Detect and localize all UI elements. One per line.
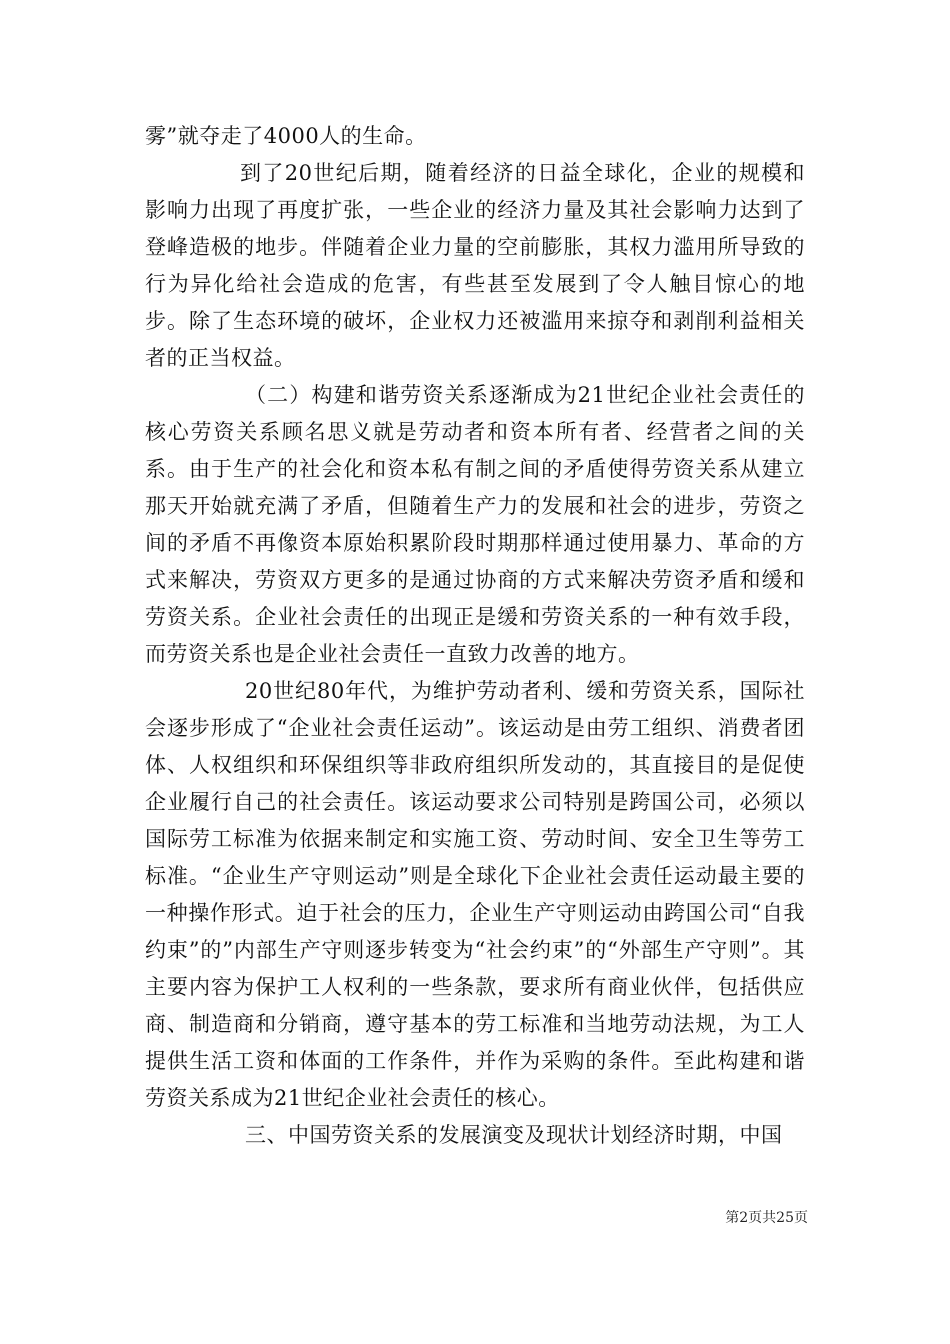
paragraph-labor-relations: （二）构建和谐劳资关系逐渐成为21世纪企业社会责任的核心劳资关系顾名思义就是劳动者和资本所有者、经营者之间的关系。由于生产的社会化和资本私有制之间的矛盾使得劳资关系从建立那天开始就充满了矛盾，但随着生产力的发展和社会的进步，劳资之间的矛盾不再像资本原始积累阶段时期那样通过使用暴力、革命的方式来解决，劳资双方更多的是通过协商的方式来解决劳资矛盾和缓和劳资关系。企业社会责任的出现正是缓和劳资关系的一种有效手段，而劳资关系也是企业社会责任一直致力改善的地方。 [145, 383, 805, 666]
paragraph-continuation: 雾”就夺走了4000人的生命。 [145, 124, 427, 148]
paragraph-globalization: 到了20世纪后期，随着经济的日益全球化，企业的规模和影响力出现了再度扩张，一些企业的经济力量及其社会影响力达到了登峰造极的地步。伴随着企业力量的空前膨胀，其权力滥用所导致的行为异化给社会造成的危害，有些甚至发展到了令人触目惊心的地步。除了生态环境的破坏，企业权力还被滥用来掠夺和剥削利益相关者的正当权益。 [145, 161, 805, 370]
page-number-footer: 第2页共25页 [725, 1210, 808, 1226]
paragraph-section-three: 三、中国劳资关系的发展演变及现状计划经济时期，中国 [245, 1123, 783, 1147]
body-text [145, 118, 805, 1154]
paragraph-csr-movement: 20世纪80年代，为维护劳动者利、缓和劳资关系，国际社会逐步形成了“企业社会责任运动”。该运动是由劳工组织、消费者团体、人权组织和环保组织等非政府组织所发动的，其直接目的是促使企业履行自己的社会责任。该运动要求公司特别是跨国公司，必须以国际劳工标准为依据来制定和实施工资、劳动时间、安全卫生等劳工标准。“企业生产守则运动”则是全球化下企业社会责任运动最主要的一种操作形式。迫于社会的压力，企业生产守则运动由跨国公司“自我约束”的”内部生产守则逐步转变为“社会约束”的“外部生产守则”。其主要内容为保护工人权利的一些条款，要求所有商业伙伴，包括供应商、制造商和分销商，遵守基本的劳工标准和当地劳动法规，为工人提供生活工资和体面的工作条件，并作为采购的条件。至此构建和谐劳资关系成为21世纪企业社会责任的核心。 [145, 679, 805, 1110]
